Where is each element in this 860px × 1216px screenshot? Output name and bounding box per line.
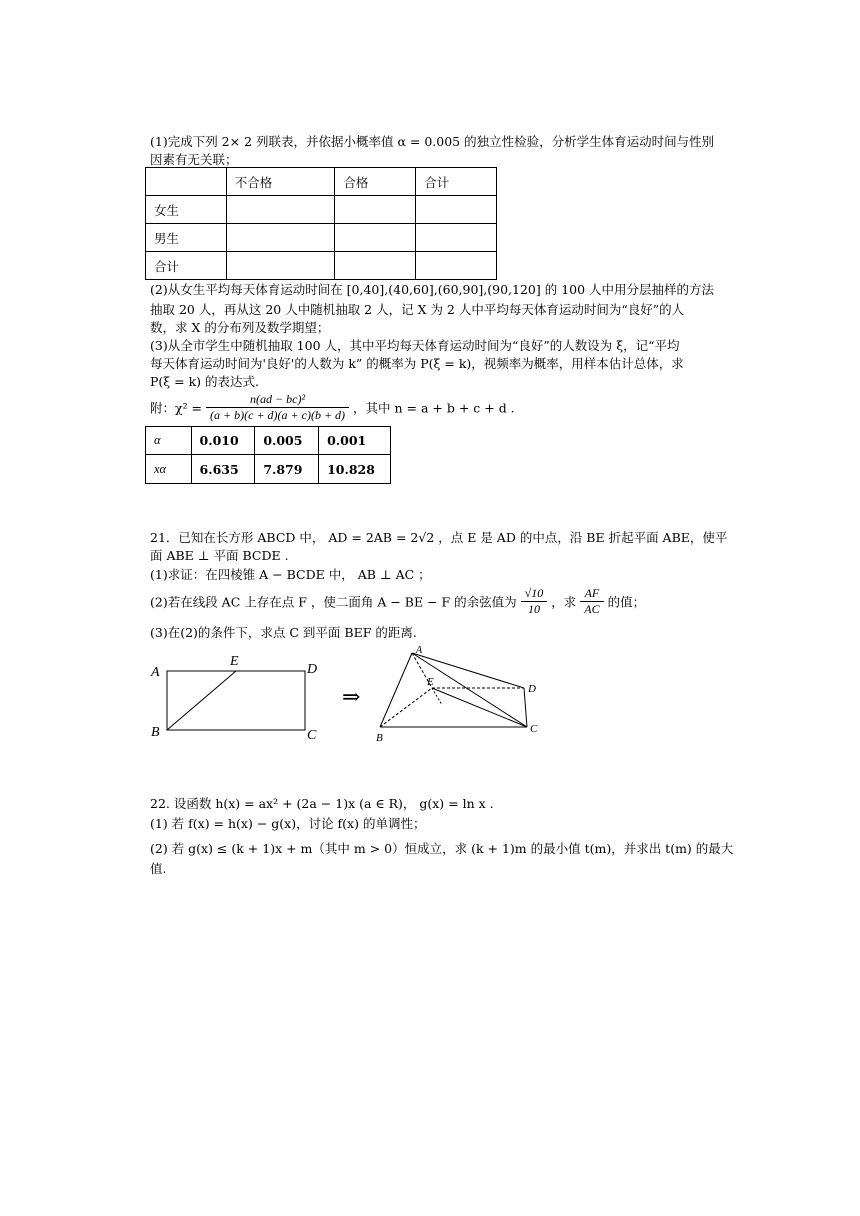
cosine-numerator: √10 xyxy=(521,586,548,602)
table-cell xyxy=(226,196,335,224)
table-row xyxy=(146,427,391,455)
chi-square-formula xyxy=(150,392,515,423)
table-cell xyxy=(335,196,416,224)
q20-part3-line1: (3)从全市学生中随机抽取 100 人，其中平均每天体育运动时间为“良好”的人数设为 ξ，记“平均 xyxy=(150,338,680,353)
table-cell: 0.005 xyxy=(255,427,319,455)
q21-part2-suffix: 的值； xyxy=(607,594,646,610)
table-header-cell xyxy=(146,168,227,196)
q22-part2-line1: (2) 若 g(x) ≤ (k + 1)x + m（其中 m > 0）恒成立，求 (k + 1)m 的最小值 t(m)，并求出 t(m) 的最大 xyxy=(150,841,734,856)
rectangle-figure xyxy=(145,650,325,745)
edge-ab xyxy=(380,653,412,727)
table-header-cell: 不合格 xyxy=(226,168,335,196)
label-a: A xyxy=(151,665,160,680)
table-cell xyxy=(226,252,335,280)
arrow-icon: ⇒ xyxy=(342,685,361,710)
label-c-folded: C xyxy=(530,723,538,735)
q21-part1: (1)求证：在四棱锥 A − BCDE 中， AB ⊥ AC ； xyxy=(150,567,431,582)
formula-fraction xyxy=(206,392,349,423)
q20-part1-line1: (1)完成下列 2× 2 列联表，并依据小概率值 α = 0.005 的独立性检验，分析学生体育运动时间与性别 xyxy=(150,134,715,149)
q21-line2: 面 ABE ⊥ 平面 BCDE . xyxy=(150,548,289,563)
table-cell xyxy=(416,196,497,224)
label-e-folded: E xyxy=(427,676,434,688)
table-cell: 女生 xyxy=(146,196,227,224)
pyramid-figure xyxy=(372,645,547,745)
table-cell: 男生 xyxy=(146,224,227,252)
table-header-row xyxy=(146,168,497,196)
ratio-fraction xyxy=(580,586,603,617)
label-b-folded: B xyxy=(376,732,383,744)
table-cell xyxy=(335,224,416,252)
ratio-denominator: AC xyxy=(584,602,600,616)
table-cell: 0.001 xyxy=(319,427,391,455)
q21-part2 xyxy=(150,586,645,617)
edge-ec xyxy=(432,688,527,727)
cosine-denominator: 10 xyxy=(527,602,540,616)
table-cell xyxy=(226,224,335,252)
table-cell xyxy=(335,252,416,280)
q20-part2-line3: 数，求 X 的分布列及数学期望； xyxy=(150,320,330,335)
edge-cd xyxy=(524,688,527,727)
segment-be xyxy=(167,671,236,730)
q22-line1: 22. 设函数 h(x) = ax² + (2a − 1)x (a ∈ R)， g(x) = ln x . xyxy=(150,796,494,811)
formula-numerator: n(ad − bc)² xyxy=(206,392,349,408)
q20-part1-line2: 因素有无关联； xyxy=(150,152,238,167)
label-b: B xyxy=(151,725,160,740)
table-cell: 10.828 xyxy=(319,455,391,484)
table-cell: 合计 xyxy=(146,252,227,280)
formula-prefix: 附：χ² = xyxy=(150,400,203,416)
cosine-fraction xyxy=(521,586,548,617)
q20-part2-line2: 抽取 20 人，再从这 20 人中随机抽取 2 人，记 X 为 2 人中平均每天体育运动时间为“良好”的人 xyxy=(150,302,685,317)
q22-part2-line2: 值. xyxy=(150,861,167,876)
table-cell xyxy=(416,252,497,280)
table-cell: xα xyxy=(146,455,192,484)
table-cell xyxy=(416,224,497,252)
table-row xyxy=(146,224,497,252)
ratio-numerator: AF xyxy=(580,586,603,602)
label-a-folded: A xyxy=(416,645,423,656)
critical-value-table xyxy=(145,426,391,484)
q21-part2-mid: ，求 xyxy=(551,594,577,610)
q21-part2-prefix: (2)若在线段 AC 上存在点 F ，使二面角 A − BE − F 的余弦值为 xyxy=(150,594,517,610)
q20-part3-line3: P(ξ = k) 的表达式. xyxy=(150,374,259,389)
formula-denominator: (a + b)(c + d)(a + c)(b + d) xyxy=(210,408,346,422)
q20-part2-line1: (2)从女生平均每天体育运动时间在 [0,40],(40,60],(60,90],(90,120] 的 100 人中用分层抽样的方法 xyxy=(150,282,715,297)
table-cell: 6.635 xyxy=(191,455,255,484)
contingency-table xyxy=(145,167,497,280)
table-cell: 0.010 xyxy=(191,427,255,455)
q21-part3: (3)在(2)的条件下，求点 C 到平面 BEF 的距离. xyxy=(150,625,417,640)
label-d: D xyxy=(307,662,318,677)
rectangle-abcd xyxy=(167,671,305,730)
q20-part3-line2: 每天体育运动时间为'良好'的人数为 k” 的概率为 P(ξ = k)，视频率为概率，用样本估计总体，求 xyxy=(150,356,684,371)
table-cell: α xyxy=(146,427,192,455)
table-row xyxy=(146,455,391,484)
formula-suffix: ，其中 n = a + b + c + d . xyxy=(353,400,515,416)
q21-line1: 21．已知在长方形 ABCD 中， AD = 2AB = 2√2 ，点 E 是 AD 的中点，沿 BE 折起平面 ABE，使平 xyxy=(150,530,728,545)
table-header-cell: 合格 xyxy=(335,168,416,196)
table-row xyxy=(146,196,497,224)
table-cell: 7.879 xyxy=(255,455,319,484)
label-d-folded: D xyxy=(528,683,536,695)
edge-be xyxy=(380,688,432,727)
q22-part1: (1) 若 f(x) = h(x) − g(x)，讨论 f(x) 的单调性； xyxy=(150,816,426,831)
table-header-cell: 合计 xyxy=(416,168,497,196)
label-c: C xyxy=(307,728,317,743)
table-row xyxy=(146,252,497,280)
label-e: E xyxy=(230,654,239,669)
